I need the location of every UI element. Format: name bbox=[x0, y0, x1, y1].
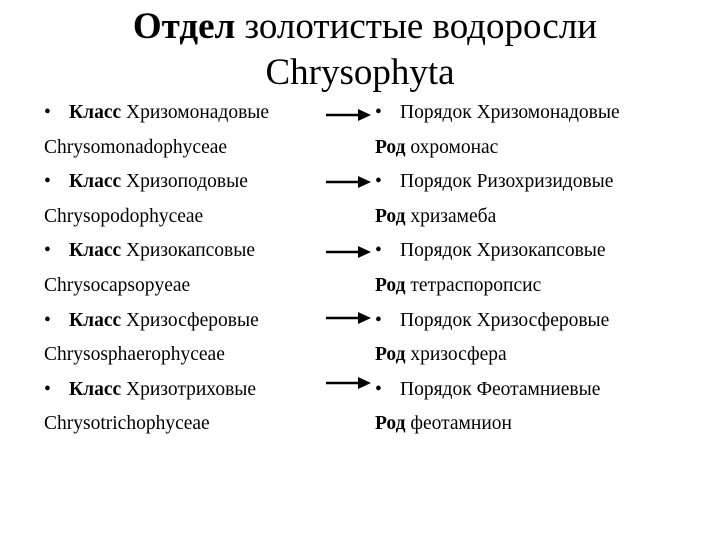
class-latin: Chrysomonadophyceae bbox=[44, 136, 228, 158]
order-name: Порядок Ризохризидовые bbox=[400, 171, 614, 193]
class-name: Хризоподовые bbox=[126, 171, 248, 193]
order-name: Порядок Хризокапсовые bbox=[400, 240, 606, 262]
genus-name: хризосфера bbox=[410, 344, 507, 366]
bullet: • bbox=[375, 171, 382, 193]
genus-item bbox=[375, 269, 620, 304]
order-item bbox=[375, 234, 620, 269]
class-label: Класс bbox=[69, 309, 122, 331]
order-item bbox=[375, 373, 620, 408]
right-arrow-icon bbox=[324, 376, 372, 390]
class-latin: Chrysopodophyceae bbox=[44, 205, 204, 227]
genus-label: Род bbox=[375, 413, 406, 435]
class-item bbox=[44, 165, 269, 200]
class-latin: Chrysocapsopyeae bbox=[44, 274, 191, 296]
title-rest: золотистые водоросли bbox=[244, 6, 598, 47]
classes-column bbox=[44, 96, 269, 442]
right-arrow-icon bbox=[324, 245, 372, 259]
bullet: • bbox=[44, 378, 51, 400]
genus-name: охромонас bbox=[410, 136, 499, 158]
title-bold-word: Отдел bbox=[132, 6, 236, 47]
bullet: • bbox=[44, 171, 51, 193]
genus-label: Род bbox=[375, 274, 406, 296]
class-item bbox=[44, 234, 269, 269]
bullet: • bbox=[375, 240, 382, 262]
class-item bbox=[44, 373, 269, 408]
title-latin: Chrysophyta bbox=[265, 52, 455, 93]
class-label: Класс bbox=[69, 102, 122, 123]
class-name: Хризосферовые bbox=[126, 309, 259, 331]
genus-name: хризамеба bbox=[410, 205, 497, 227]
class-label: Класс bbox=[69, 378, 122, 400]
class-name: Хризомонадовые bbox=[126, 102, 270, 123]
order-name: Порядок Хризосферовые bbox=[400, 309, 610, 331]
bullet: • bbox=[44, 102, 51, 123]
genus-name: тетраспоропсис bbox=[410, 274, 542, 296]
right-arrow-icon bbox=[324, 108, 372, 122]
bullet: • bbox=[375, 309, 382, 331]
class-latin: Chrysotrichophyceae bbox=[44, 413, 210, 435]
genus-label: Род bbox=[375, 205, 406, 227]
class-name: Хризокапсовые bbox=[126, 240, 256, 262]
slide-title bbox=[0, 4, 720, 96]
genus-label: Род bbox=[375, 136, 406, 158]
order-item bbox=[375, 304, 620, 339]
class-label: Класс bbox=[69, 171, 122, 193]
orders-column bbox=[375, 96, 620, 442]
class-latin: Chrysosphaerophyceae bbox=[44, 344, 225, 366]
order-item bbox=[375, 96, 620, 131]
class-item bbox=[44, 96, 269, 131]
arrows-column bbox=[324, 96, 374, 442]
bullet: • bbox=[44, 309, 51, 331]
genus-item bbox=[375, 338, 620, 373]
class-name: Хризотриховые bbox=[126, 378, 257, 400]
genus-name: феотамнион bbox=[410, 413, 512, 435]
genus-label: Род bbox=[375, 344, 406, 366]
order-item bbox=[375, 165, 620, 200]
order-name: Порядок Хризомонадовые bbox=[400, 102, 620, 123]
genus-item bbox=[375, 200, 620, 235]
right-arrow-icon bbox=[324, 175, 372, 189]
right-arrow-icon bbox=[324, 311, 372, 325]
order-name: Порядок Феотамниевые bbox=[400, 378, 601, 400]
genus-item bbox=[375, 131, 620, 166]
title-line-1 bbox=[0, 4, 720, 50]
genus-item bbox=[375, 407, 620, 442]
bullet: • bbox=[44, 240, 51, 262]
class-item bbox=[44, 304, 269, 339]
bullet: • bbox=[375, 378, 382, 400]
bullet: • bbox=[375, 102, 382, 123]
class-label: Класс bbox=[69, 240, 122, 262]
